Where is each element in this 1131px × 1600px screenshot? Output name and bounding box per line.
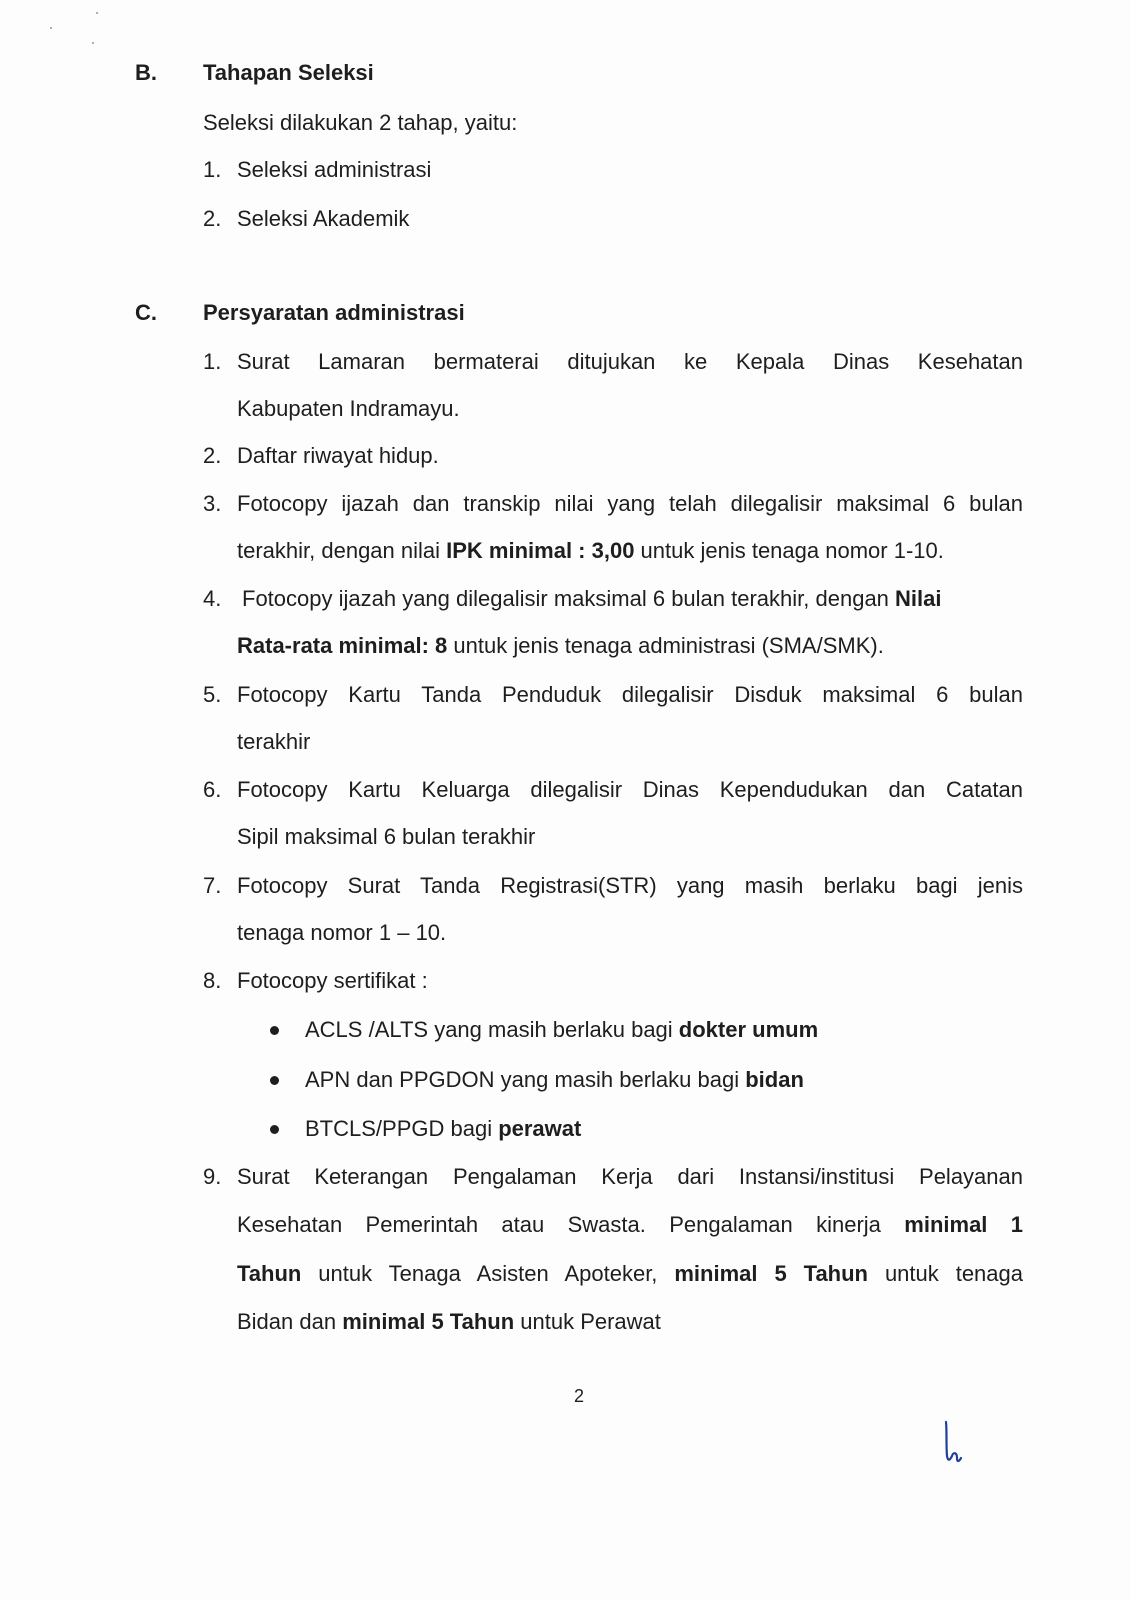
list-text: Fotocopy Kartu Keluarga dilegalisir Dinas Kependudukan dan Catatan (237, 777, 1023, 802)
bold-text: minimal 1 (904, 1212, 1024, 1237)
list-text: Seleksi administrasi (237, 157, 432, 182)
text-run: untuk Tenaga Asisten Apoteker, (301, 1261, 675, 1286)
page-number: 2 (574, 1386, 585, 1406)
list-text: Fotocopy sertifikat : (237, 968, 428, 993)
text-run: untuk jenis tenaga administrasi (SMA/SMK). (447, 633, 884, 658)
text-run: untuk tenaga (868, 1261, 1024, 1286)
list-text: Sipil maksimal 6 bulan terakhir (237, 824, 536, 849)
bullet-dot-icon (270, 1076, 279, 1085)
bold-text: Nilai (895, 586, 942, 611)
list-text (242, 586, 942, 612)
list-text: tenaga nomor 1 – 10. (237, 920, 447, 945)
list-number: 9. (203, 1164, 222, 1189)
handwritten-initial-icon (940, 1418, 970, 1468)
scan-speck (96, 12, 98, 14)
text-run: Bidan dan (237, 1309, 343, 1334)
list-text: terakhir (237, 729, 311, 754)
section-b-title: Tahapan Seleksi (203, 60, 374, 85)
section-b-letter: B. (135, 60, 157, 85)
bold-text: Rata-rata minimal: 8 (237, 633, 448, 658)
list-number: 1. (203, 349, 222, 374)
list-number: 2. (203, 206, 222, 231)
text-run: terakhir, dengan nilai (237, 538, 447, 563)
list-number: 6. (203, 777, 222, 802)
bullet-dot-icon (270, 1026, 279, 1035)
list-text: Fotocopy Kartu Tanda Penduduk dilegalisir Disduk maksimal 6 bulan (237, 682, 1023, 707)
list-number: 3. (203, 491, 222, 516)
list-text (237, 1261, 1023, 1287)
list-text (237, 1309, 661, 1335)
section-b-intro: Seleksi dilakukan 2 tahap, yaitu: (203, 110, 518, 135)
bold-text: IPK minimal : 3,00 (446, 538, 635, 563)
list-number: 2. (203, 443, 222, 468)
list-text: Daftar riwayat hidup. (237, 443, 439, 468)
bold-text: Tahun (237, 1261, 302, 1286)
list-text: Surat Keterangan Pengalaman Kerja dari Instansi/institusi Pelayanan (237, 1164, 1023, 1189)
text-run: Kesehatan Pemerintah atau Swasta. Pengalaman kinerja (237, 1212, 905, 1237)
text-run: ACLS /ALTS yang masih berlaku bagi (305, 1017, 679, 1042)
bullet-text (305, 1017, 818, 1043)
text-run: untuk jenis tenaga nomor 1-10. (634, 538, 944, 563)
bold-text: minimal 5 Tahun (342, 1309, 515, 1334)
list-number: 8. (203, 968, 222, 993)
list-text (237, 633, 884, 659)
bold-text: minimal 5 Tahun (674, 1261, 868, 1286)
text-run: APN dan PPGDON yang masih berlaku bagi (305, 1067, 746, 1092)
bold-text: bidan (745, 1067, 804, 1092)
text-run: untuk Perawat (514, 1309, 661, 1334)
list-text: Seleksi Akademik (237, 206, 410, 231)
text-run: BTCLS/PPGD bagi (305, 1116, 499, 1141)
list-number: 5. (203, 682, 222, 707)
bold-text: dokter umum (678, 1017, 819, 1042)
list-text: Kabupaten Indramayu. (237, 396, 460, 421)
list-number: 4. (203, 586, 222, 611)
bold-text: perawat (498, 1116, 582, 1141)
text-run: Fotocopy ijazah yang dilegalisir maksimal 6 bulan terakhir, dengan (242, 586, 896, 611)
bullet-text (305, 1116, 581, 1142)
list-text: Fotocopy ijazah dan transkip nilai yang telah dilegalisir maksimal 6 bulan (237, 491, 1023, 516)
list-number: 7. (203, 873, 222, 898)
scan-speck (92, 42, 94, 44)
bullet-text (305, 1067, 804, 1093)
scan-speck (50, 27, 52, 29)
list-text (237, 538, 944, 564)
list-text: Fotocopy Surat Tanda Registrasi(STR) yang masih berlaku bagi jenis (237, 873, 1023, 898)
bullet-dot-icon (270, 1125, 279, 1134)
list-number: 1. (203, 157, 222, 182)
list-text (237, 1212, 1023, 1238)
list-text: Surat Lamaran bermaterai ditujukan ke Kepala Dinas Kesehatan (237, 349, 1023, 374)
section-c-letter: C. (135, 300, 157, 325)
section-c-title: Persyaratan administrasi (203, 300, 465, 325)
